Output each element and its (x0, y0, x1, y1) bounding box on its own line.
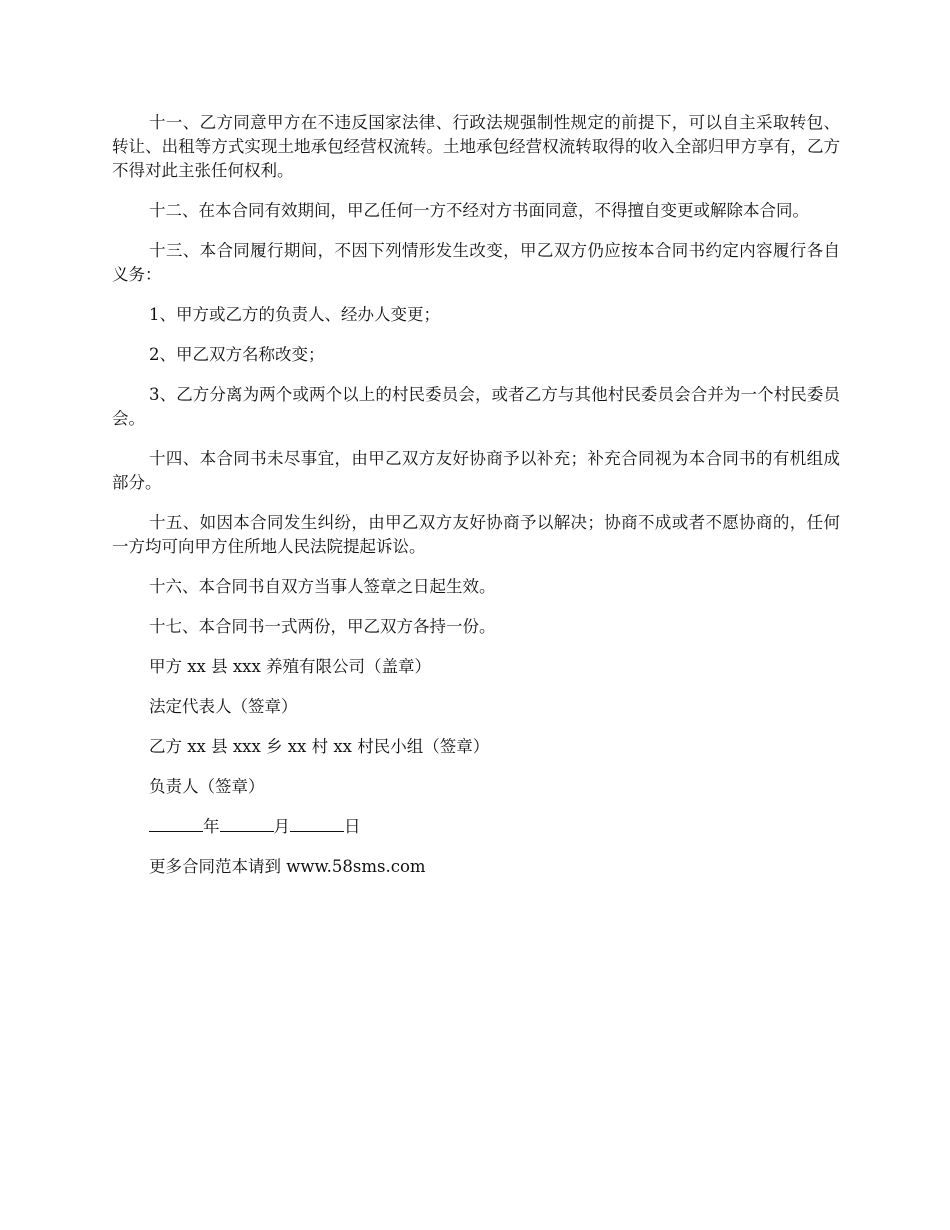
clause-16: 十六、本合同书自双方当事人签章之日起生效。 (149, 577, 496, 596)
day-label: 日 (344, 817, 361, 836)
clause-13-item-3: 3、乙方分离为两个或两个以上的村民委员会，或者乙方与其他村民委员会合并为一个村民委员会。 (112, 385, 840, 428)
year-blank (149, 815, 203, 832)
footer-note: 更多合同范本请到 www.58sms.com (149, 857, 426, 876)
clause-13-item-2: 2、甲乙双方名称改变； (149, 345, 325, 364)
clause-15: 十五、如因本合同发生纠纷，由甲乙双方友好协商予以解决；协商不成或者不愿协商的，任何一方均可向甲方住所地人民法院提起诉讼。 (112, 513, 840, 556)
clause-11: 十一、乙方同意甲方在不违反国家法律、行政法规强制性规定的前提下，可以自主采取转包、转让、出租等方式实现土地承包经营权流转。土地承包经营权流转取得的收入全部归甲方享有，乙方不得对此主张任何权利。 (112, 113, 840, 180)
year-label: 年 (203, 817, 220, 836)
party-a-signature-line: 甲方 xx 县 xxx 养殖有限公司（盖章） (149, 657, 432, 676)
month-label: 月 (273, 817, 290, 836)
document-body (112, 111, 840, 895)
month-blank (220, 815, 274, 832)
day-blank (290, 815, 344, 832)
clause-14: 十四、本合同书未尽事宜，由甲乙双方友好协商予以补充；补充合同视为本合同书的有机组成部分。 (112, 449, 840, 492)
clause-13-item-1: 1、甲方或乙方的负责人、经办人变更； (149, 305, 440, 324)
party-b-signature-line: 乙方 xx 县 xxx 乡 xx 村 xx 村民小组（签章） (149, 737, 490, 756)
clause-13: 十三、本合同履行期间，不因下列情形发生改变，甲乙双方仍应按本合同书约定内容履行各自义务： (112, 241, 840, 284)
responsible-person-signature-line: 负责人（签章） (149, 777, 265, 796)
clause-17: 十七、本合同书一式两份，甲乙双方各持一份。 (149, 617, 496, 636)
legal-representative-signature-line: 法定代表人（签章） (149, 697, 298, 716)
date-line (112, 815, 840, 839)
clause-12: 十二、在本合同有效期间，甲乙任何一方不经对方书面同意，不得擅自变更或解除本合同。 (149, 201, 809, 220)
